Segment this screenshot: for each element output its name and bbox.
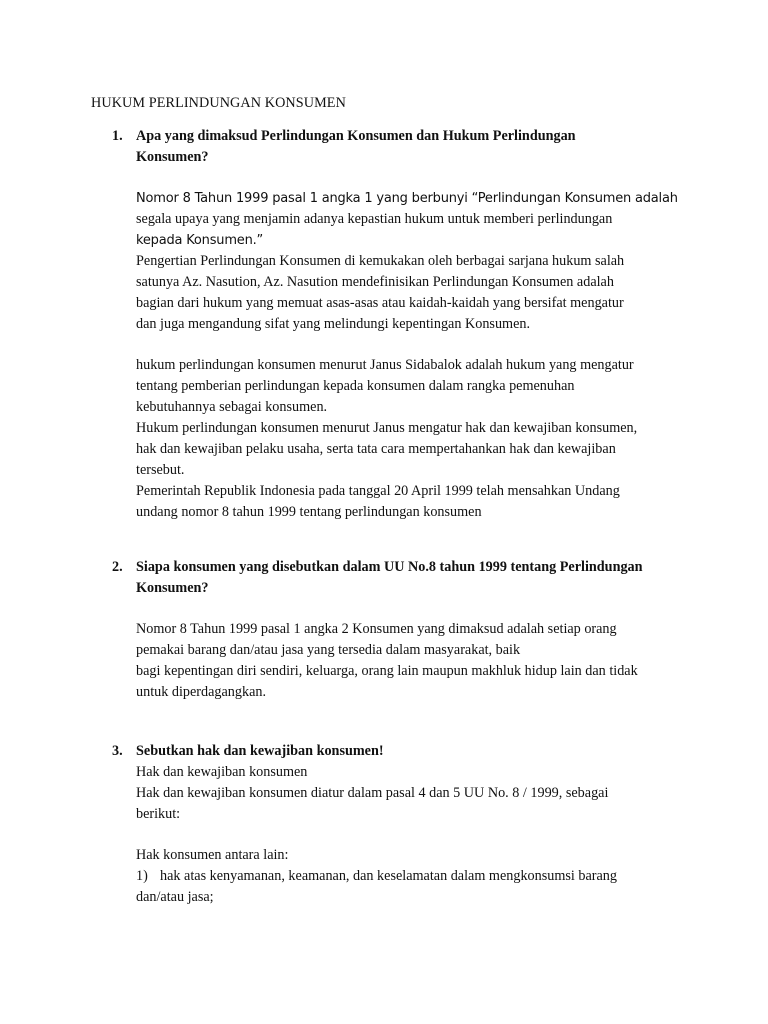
paragraph-line: pemakai barang dan/atau jasa yang tersedia dalam masyarakat, baik (136, 642, 521, 658)
question-title-line: Konsumen? (136, 580, 209, 596)
paragraph-line: kepada Konsumen.” (136, 233, 264, 248)
paragraph-line: bagi kepentingan diri sendiri, keluarga, orang lain maupun makhluk hidup lain dan tidak (136, 663, 638, 679)
paragraph-line: untuk diperdagangkan. (136, 684, 267, 700)
list-item-continuation: dan/atau jasa; (136, 889, 214, 905)
question-body (136, 126, 692, 523)
paragraph-line: bagian dari hukum yang memuat asas-asas atau kaidah-kaidah yang bersifat mengatur (136, 295, 624, 311)
paragraph-line: segala upaya yang menjamin adanya kepastian hukum untuk memberi perlindungan (136, 211, 613, 227)
paragraph-line: Hak dan kewajiban konsumen diatur dalam pasal 4 dan 5 UU No. 8 / 1999, sebagai (136, 785, 609, 801)
paragraph-line: satunya Az. Nasution, Az. Nasution mendefinisikan Perlindungan Konsumen adalah (136, 274, 614, 290)
paragraph-line: hak dan kewajiban pelaku usaha, serta tata cara mempertahankan hak dan kewajiban (136, 441, 616, 457)
question-body (136, 741, 692, 908)
question-number: 2. (112, 559, 123, 575)
paragraph-line: Nomor 8 Tahun 1999 pasal 1 angka 1 yang berbunyi “Perlindungan Konsumen adalah (136, 191, 678, 206)
paragraph-line: tersebut. (136, 462, 185, 478)
paragraph-line: Pengertian Perlindungan Konsumen di kemukakan oleh berbagai sarjana hukum salah (136, 253, 625, 269)
paragraph-line: hukum perlindungan konsumen menurut Janus Sidabalok adalah hukum yang mengatur (136, 357, 634, 373)
question-title (136, 126, 692, 168)
list-item-text: hak atas kenyamanan, keamanan, dan keselamatan dalam mengkonsumsi barang (160, 868, 617, 884)
question-number: 1. (112, 128, 123, 144)
question-body (136, 557, 692, 703)
question-title (136, 557, 692, 599)
question-title-line: Sebutkan hak dan kewajiban konsumen! (136, 743, 384, 759)
paragraph-line: Hak dan kewajiban konsumen (136, 764, 308, 780)
answer-paragraph (136, 619, 692, 703)
paragraph-line: berikut: (136, 806, 181, 822)
question-title-line: Konsumen? (136, 149, 209, 165)
paragraph-line: Nomor 8 Tahun 1999 pasal 1 angka 2 Konsumen yang dimaksud adalah setiap orang (136, 621, 617, 637)
answer-paragraph (136, 355, 692, 523)
answer-paragraph (136, 762, 692, 825)
question-title (136, 741, 692, 762)
question-number: 3. (112, 743, 123, 759)
answer-paragraph (136, 845, 692, 866)
answer-paragraph (136, 188, 692, 251)
paragraph-line: dan juga mengandung sifat yang melindungi kepentingan Konsumen. (136, 316, 531, 332)
paragraph-line: Pemerintah Republik Indonesia pada tanggal 20 April 1999 telah mensahkan Undang (136, 483, 620, 499)
paragraph-line: undang nomor 8 tahun 1999 tentang perlindungan konsumen (136, 504, 482, 520)
question-title-line: Apa yang dimaksud Perlindungan Konsumen dan Hukum Perlindungan (136, 128, 576, 144)
question-title-line: Siapa konsumen yang disebutkan dalam UU No.8 tahun 1999 tentang Perlindungan (136, 559, 643, 575)
document-title: HUKUM PERLINDUNGAN KONSUMEN (91, 95, 346, 111)
answer-paragraph (136, 251, 692, 335)
rights-list (136, 866, 692, 908)
list-marker: 1) (136, 868, 148, 884)
paragraph-line: tentang pemberian perlindungan kepada konsumen dalam rangka pemenuhan (136, 378, 575, 394)
paragraph-line: Hukum perlindungan konsumen menurut Janus mengatur hak dan kewajiban konsumen, (136, 420, 638, 436)
paragraph-line: kebutuhannya sebagai konsumen. (136, 399, 328, 415)
list-item (136, 866, 692, 887)
paragraph-line: Hak konsumen antara lain: (136, 847, 289, 863)
